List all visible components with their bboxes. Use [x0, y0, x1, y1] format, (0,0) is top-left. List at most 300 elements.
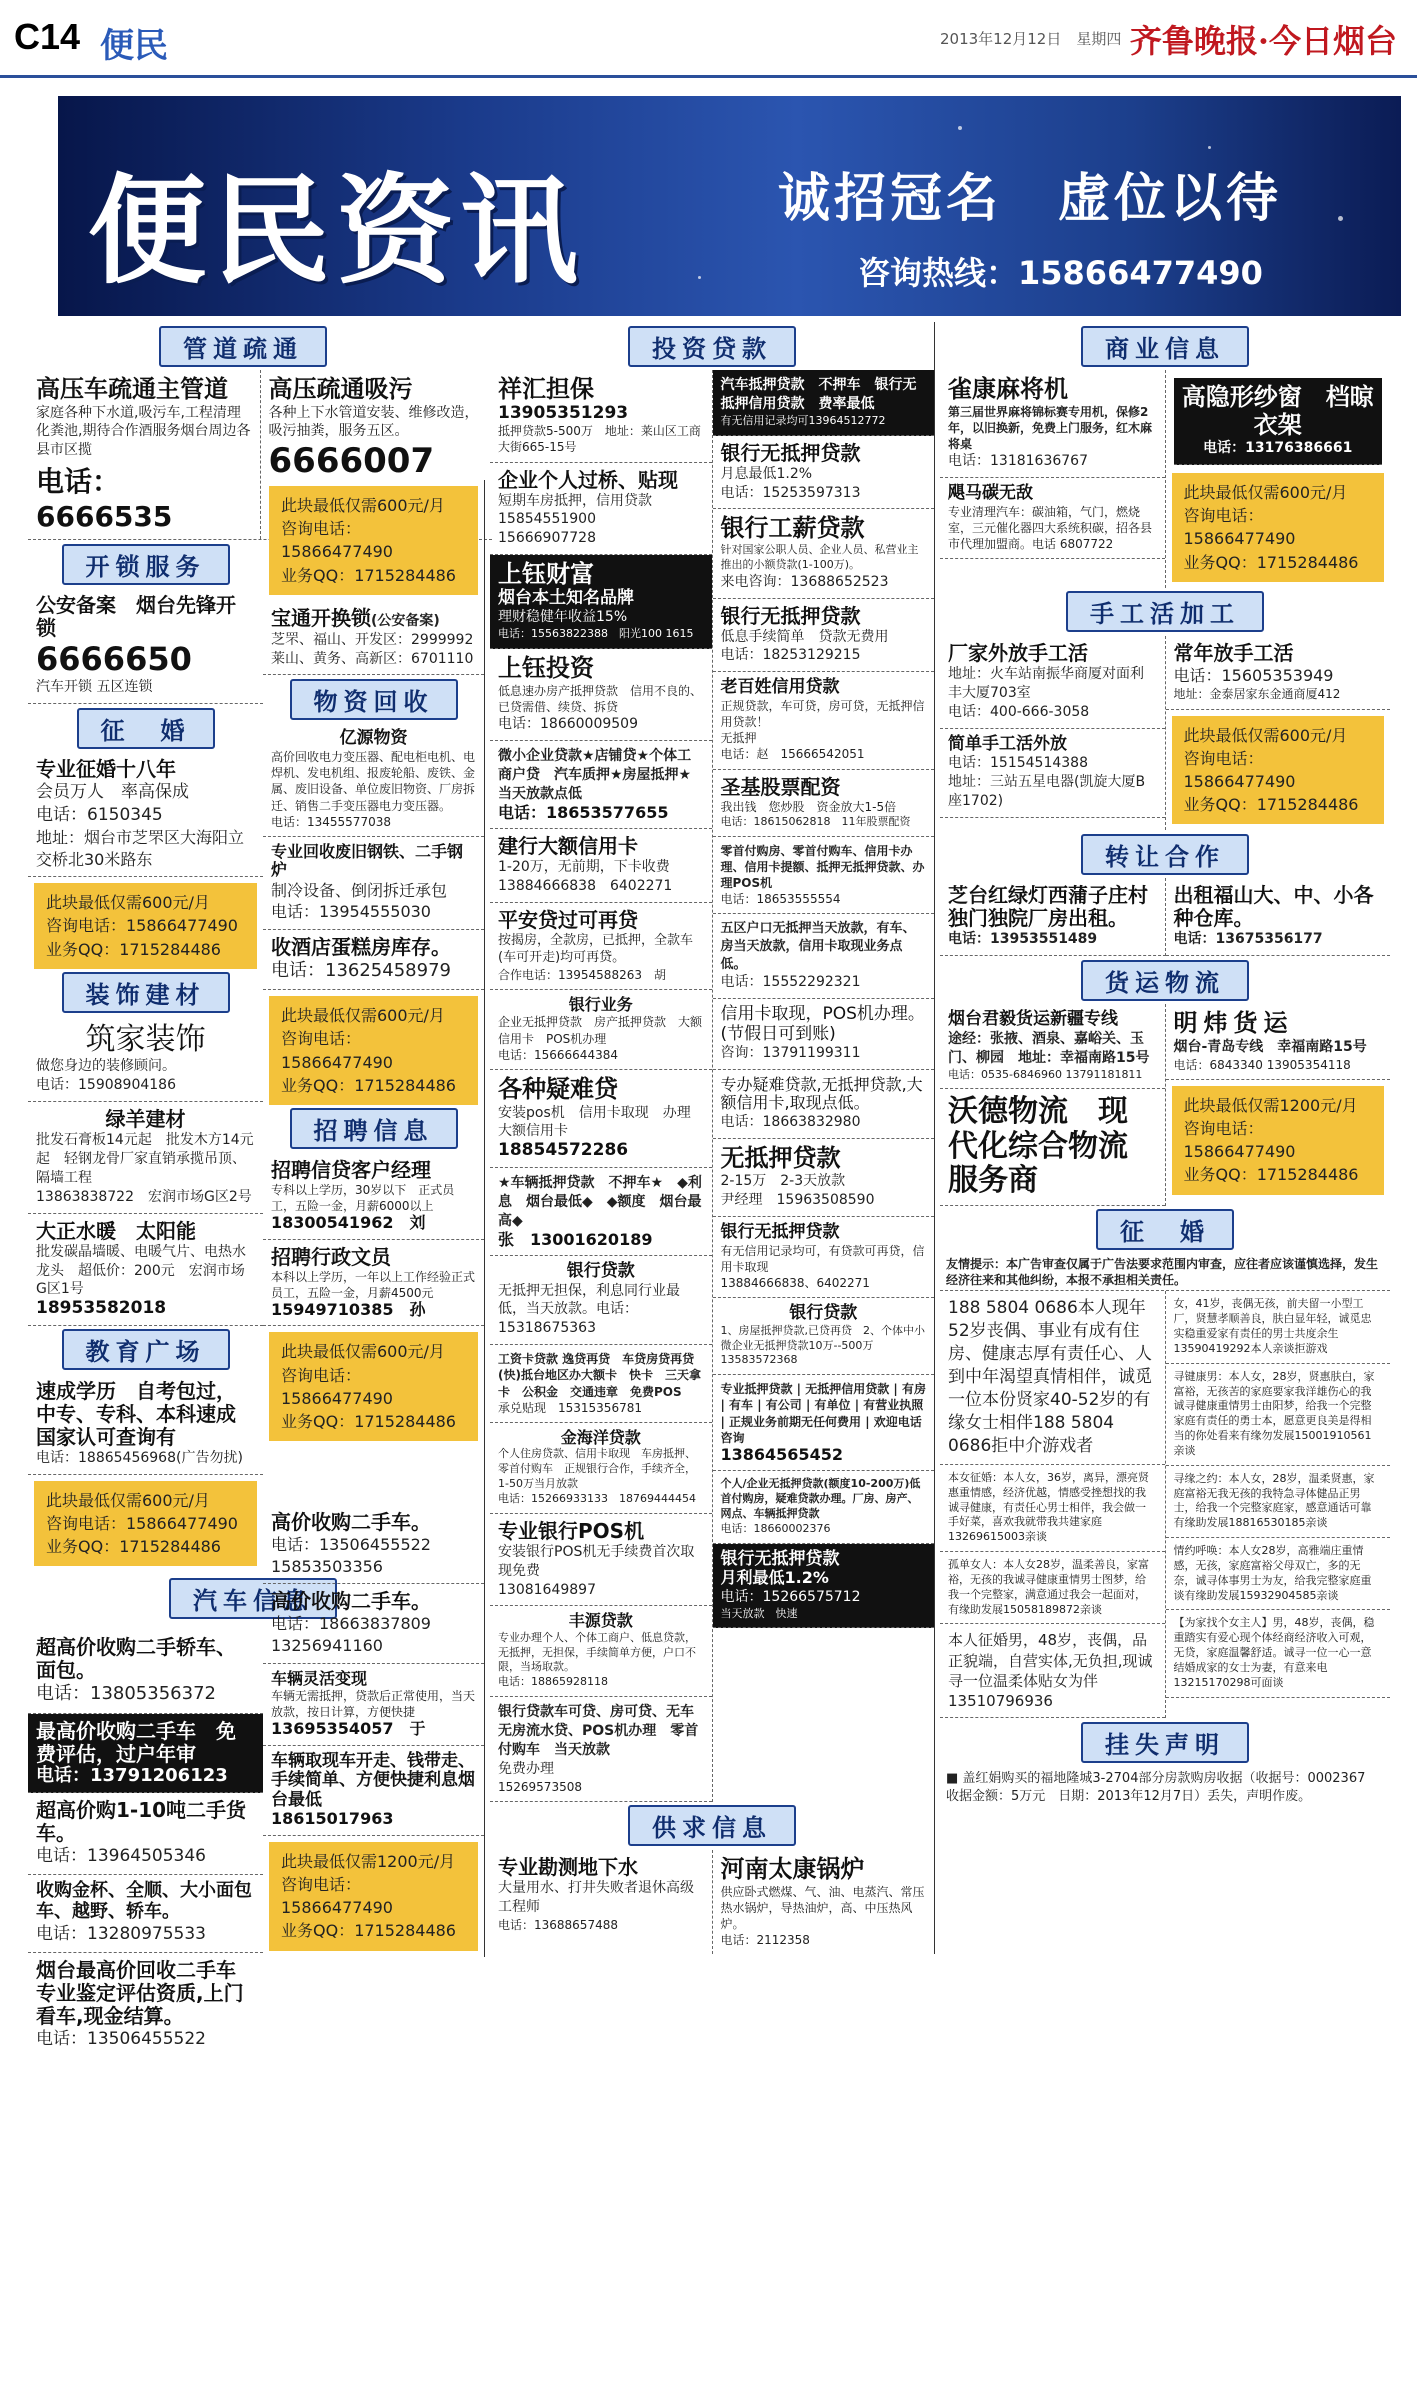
ad-text: 电话：15908904186 — [36, 1077, 176, 1094]
lost-notice: ■ 盖红娟购买的福地隆城3-2704部分房款购房收据（收据号：0002367 收据金额：5万元 日期：2013年12月7日）丢失，声明作废。 — [946, 1771, 1379, 1804]
ad-text: 无抵押贷款 — [720, 1143, 841, 1172]
personal-ad-5 — [1166, 1466, 1391, 1538]
ad-text: 月利最低1.2% — [720, 1568, 829, 1588]
ad-text: 个人住房贷款、信用卡取现 车房抵押、零首付购车 正规银行合作，手续齐全，1-50万当月放款 — [498, 1447, 696, 1491]
ad-text: 专科以上学历，30岁以下 正式员工，五险一金，月薪6000以上 — [271, 1182, 455, 1214]
section-heading: 供求信息 — [628, 1805, 796, 1846]
ad-text: 电话：400-666-3058 — [948, 703, 1090, 720]
ad-loan-17 — [490, 1070, 712, 1168]
ad-text: 电话：15266575712 — [720, 1588, 861, 1605]
ad-text: 金海洋贷款 — [560, 1427, 641, 1447]
section-heading: 教育广场 — [62, 1329, 230, 1370]
ad-subcolumn — [1166, 1291, 1391, 1718]
vacancy-line: 咨询电话：15866477490 — [1183, 748, 1296, 791]
ad-text: 本科以上学历，一年以上工作经验正式员工，五险一金，月薪4500元 — [271, 1269, 476, 1300]
ad-vacancy-box — [269, 1332, 478, 1441]
ad-car-4 — [28, 1875, 263, 1952]
ad-vacancy-box — [1172, 716, 1385, 825]
section-heading-bar — [263, 1111, 484, 1147]
ad-text: 电话：18865456968(广告勿扰) — [36, 1449, 243, 1466]
ad-loan-27 — [490, 1514, 712, 1607]
ad-job-2 — [263, 1240, 484, 1327]
ad-text: 供应卧式燃煤、气、油、电蒸汽、常压热水锅炉，导热油炉，高、中压热风炉。 — [720, 1884, 925, 1931]
section-heading: 投资贷款 — [628, 326, 796, 367]
ad-text: 最高价收购二手车 免费评估，过户年审 — [36, 1718, 236, 1766]
ad-text: 雀康麻将机 — [948, 375, 1068, 403]
ad-biz-1 — [940, 370, 1165, 478]
ad-text: 电话：18660009509 — [498, 716, 638, 733]
ad-text: 烟台-青岛专线 幸福南路15号 — [1173, 1038, 1367, 1055]
ad-loan-4 — [713, 436, 935, 510]
ad-heating — [28, 1214, 263, 1326]
ad-text: 13081649897 — [498, 1581, 596, 1598]
ad-text: 烟台最高价回收二手车专业鉴定评估资质,上门看车,现金结算。 — [36, 1957, 244, 2028]
issue-date: 2013年12月12日 星期四 — [940, 30, 1122, 48]
ad-text: 安装银行POS机无手续费首次取现免费 — [498, 1543, 695, 1579]
personal-ad-7 — [1166, 1538, 1391, 1610]
ad-text: 企业个人过桥、贴现 — [498, 467, 678, 492]
ad-text: 汽车开锁 五区连锁 — [36, 679, 153, 696]
ad-text: 祥汇担保 — [498, 375, 594, 403]
ad-subcolumn — [713, 370, 935, 1802]
ad-text: 电话：13964505346 — [36, 1846, 206, 1867]
personal-ad-4 — [940, 1465, 1165, 1552]
section-heading: 装饰建材 — [62, 972, 230, 1013]
section-heading: 征 婚 — [1096, 1209, 1234, 1250]
ad-text: 电话：13506455522 — [36, 2028, 206, 2049]
ad-text: 收酒店蛋糕房库存。 — [271, 934, 451, 959]
section-heading-bar — [970, 594, 1360, 630]
ad-building-materials — [28, 1102, 263, 1214]
ad-loan-14 — [713, 837, 935, 915]
newspaper-brand: 齐鲁晚报·今日烟台 — [1129, 22, 1397, 60]
ad-text: 安装pos机 信用卡取现 办理大额信用卡 — [498, 1104, 691, 1140]
ad-text: 收购金杯、全顺、大小面包车、越野、轿车。 — [36, 1880, 252, 1922]
star-decoration — [958, 126, 962, 130]
ad-vacancy-box — [269, 486, 478, 595]
ad-text: 高压车疏通主管道 — [36, 375, 228, 403]
ad-text: 13905351293 — [498, 402, 629, 423]
ad-text: 当天放款 快速 — [720, 1606, 798, 1620]
ad-text: 各种上下水管道安装、维修改造，吸污抽粪，服务五区。 — [268, 404, 479, 440]
vacancy-line: 业务QQ：1715284486 — [281, 565, 456, 585]
ad-text: 平安贷过可再贷 — [498, 907, 638, 932]
ad-text: 针对国家公职人员、企业人员、私营业主推出的小额贷款(1-100万)。 — [720, 543, 919, 571]
ad-text: (公安备案) — [371, 612, 440, 629]
ad-loan-11 — [490, 829, 712, 903]
ad-text: 地址：金泰居家东金通商厦412 — [1173, 687, 1341, 702]
ad-text: 电话：15253597313 — [720, 484, 861, 501]
section-heading-bar — [28, 710, 263, 746]
ad-subcolumn — [1166, 636, 1391, 831]
vacancy-line: 此块最低仅需600元/月 — [46, 1490, 210, 1510]
ad-text: 电话：15154514388 — [948, 755, 1088, 772]
section-heading-bar — [970, 1212, 1360, 1248]
ad-loan-18 — [713, 999, 935, 1070]
ad-text: 各种疑难贷 — [498, 1075, 618, 1103]
ad-text: 张 13001620189 — [498, 1229, 653, 1249]
ad-text: 正规贷款，车可贷，房可贷，无抵押信用贷款！ — [720, 698, 925, 730]
ad-text: 电话：13688657488 — [498, 1917, 618, 1932]
vacancy-line: 此块最低仅需600元/月 — [1183, 483, 1348, 503]
section-heading: 手工活加工 — [1066, 591, 1264, 632]
ad-text: 电话：15563822388 阳光100 1615 — [498, 627, 694, 641]
ad-text: 地址：烟台市芝罘区大海阳立交桥北30米路东 — [36, 828, 245, 869]
ad-text: 简单手工活外放 — [948, 733, 1067, 754]
ad-text: 高压疏通吸污 — [268, 375, 413, 403]
ad-text: 企业无抵押贷款 房产抵押贷款 大额信用卡 POS机办理 — [498, 1015, 703, 1046]
ad-subcolumn — [1166, 370, 1391, 588]
ad-text: 银行无抵押贷款 — [720, 1222, 840, 1242]
column-3 — [490, 322, 935, 1954]
ad-handwork-1 — [940, 636, 1165, 729]
ad-car-8 — [263, 1664, 484, 1746]
vacancy-line: 业务QQ：1715284486 — [281, 1412, 456, 1432]
ad-text: 沃德物流 现代化综合物流服务商 — [948, 1094, 1128, 1199]
ad-biz-2 — [1174, 378, 1383, 465]
ad-loan-30 — [713, 1471, 935, 1543]
ad-loan-5 — [490, 555, 712, 649]
ad-text: 电话：2112358 — [720, 1933, 810, 1948]
ad-text: 电话：13791206123 — [36, 1764, 228, 1786]
star-decoration — [1208, 146, 1211, 149]
vacancy-line: 业务QQ：1715284486 — [1183, 552, 1359, 572]
section-heading-bar — [970, 328, 1360, 364]
ad-text: 出租福山大、中、小各种仓库。 — [1173, 883, 1374, 931]
vacancy-line: 咨询电话：15866477490 — [46, 916, 238, 936]
section-heading-bar — [28, 546, 263, 582]
ad-text: 批发石膏板14元起 批发木方14元起 轻钢龙骨厂家直销承揽吊顶、隔墙工程 — [36, 1132, 254, 1186]
vacancy-line: 咨询电话：15866477490 — [281, 1365, 393, 1408]
marriage-notice: 友情提示：本广告审查仅属于广告法要求范围内审查，应往者应该谨慎选择，发生经济往来和其他纠纷，本报不承担相关责任。 — [940, 1254, 1390, 1291]
vacancy-line: 咨询电话：15866477490 — [281, 519, 393, 562]
ad-text: 理财稳健年收益15% — [498, 609, 628, 626]
ad-text: 寻键康男：本人女，28岁，贤惠肤白，家富裕，无孩苦的家庭要家我洋雄伤心的我诚寻健康重情男士由阳梦，给我一个完整家庭有责任的勇士本，愿意更良美是得相当的你处看来有缘勿发展15001910561亲谈 — [1173, 1369, 1375, 1457]
ad-text: 电话：18615062818 11年股票配资 — [720, 814, 911, 828]
ad-text: 专业征婚十八年 — [36, 757, 176, 782]
ad-loan-32 — [713, 1544, 935, 1629]
ad-text: 电话：18663832980 — [720, 1113, 861, 1130]
ad-supply-1 — [490, 1850, 713, 1954]
ad-text: 地址：三站五星电器(凯旋大厦B座1702) — [948, 773, 1146, 809]
ad-text: 电话：18865928118 — [498, 1675, 608, 1689]
section-heading: 转让合作 — [1081, 834, 1249, 875]
ad-vacancy-box — [34, 1481, 257, 1567]
ad-text: 高价收购二手车。 — [271, 1589, 431, 1614]
ad-text: 13583572368 — [720, 1353, 798, 1367]
ad-subcolumn — [940, 1291, 1166, 1718]
page-number: C14 — [14, 16, 81, 57]
ad-text: 会员万人 率高保成 — [36, 782, 189, 803]
ad-text: ★车辆抵押贷款 不押车★ ◆利息 烟台最低◆ ◆额度 烟台最高◆ — [498, 1174, 702, 1229]
ad-text: 电话：13625458979 — [271, 959, 451, 981]
ad-loan-31 — [490, 1697, 712, 1802]
section-heading: 商业信息 — [1081, 326, 1249, 367]
ad-car-7 — [263, 1584, 484, 1663]
vacancy-line: 咨询电话：15866477490 — [1183, 1119, 1296, 1162]
vacancy-line: 咨询电话：15866477490 — [281, 1029, 393, 1072]
ad-text: 电话：13954555030 — [271, 902, 431, 922]
ad-text: 寻缘之约：本人女，28岁，温柔贤惠，家庭富裕无我无孩的我特急寻体健品正男士，给我一个完整家庭家，感意通话可靠有缘助发展18816530185亲谈 — [1173, 1471, 1375, 1530]
ad-text: 招聘信贷客户经理 — [271, 1157, 431, 1182]
ad-text: 超高价收购二手轿车、面包。 — [36, 1635, 236, 1683]
ad-loan-3 — [490, 463, 712, 556]
ad-row — [490, 1850, 934, 1954]
star-decoration — [1338, 216, 1343, 221]
ad-text: 我出钱 您炒股 资金放大1-5倍 — [720, 799, 897, 814]
ad-recycle-2 — [263, 837, 484, 930]
banner-title: 便民资讯 — [88, 162, 585, 300]
ad-text: 尹经理 15963508590 — [720, 1192, 875, 1209]
ad-text: 电话：6150345 — [36, 805, 163, 826]
ad-text: 建行大额信用卡 — [498, 833, 638, 858]
ad-loan-21 — [490, 1256, 712, 1345]
ad-text: 圣基股票配资 — [720, 774, 841, 799]
ad-text: 电话：13280975533 — [36, 1923, 206, 1944]
ad-logistics-3 — [940, 1089, 1165, 1206]
ad-text: 丰源贷款 — [568, 1611, 633, 1631]
ad-loan-7 — [490, 649, 712, 741]
column-2 — [263, 480, 488, 1957]
ad-supply-2 — [713, 1850, 935, 1954]
ad-text: 电话：18253129215 — [720, 647, 861, 664]
ad-job-1 — [263, 1153, 484, 1240]
ad-loan-12 — [713, 770, 935, 837]
ad-row — [940, 636, 1390, 831]
ad-loan-20 — [713, 1070, 935, 1139]
vacancy-line: 业务QQ：1715284486 — [1183, 1165, 1359, 1185]
star-decoration — [698, 276, 701, 279]
ad-loan-15 — [490, 990, 712, 1070]
ad-text: 电话：13953551489 — [948, 931, 1098, 948]
ad-marriage-agency — [28, 752, 263, 877]
ad-text: 专业银行POS机 — [498, 1518, 645, 1543]
ad-subcolumn — [1166, 1004, 1391, 1206]
ad-text: 制冷设备、倒闭拆迁承包 — [271, 880, 448, 900]
ad-text: 电话：6666535 — [36, 465, 173, 534]
ad-text: 五区户口无抵押当天放款，有车、房当天放款，信用卡取现业务点低。 — [720, 921, 916, 972]
ad-vacancy-box — [1172, 473, 1385, 582]
ad-vacancy-box — [34, 883, 257, 969]
ad-text: 厂家外放手工活 — [948, 640, 1088, 665]
ad-text: 抵押贷款5-500万 地址：莱山区工商大街665-15号 — [498, 424, 701, 455]
vacancy-line: 咨询电话：15866477490 — [1183, 506, 1296, 549]
ad-text: 零首付购房、零首付购车、信用卡办理、信用卡提额、抵押无抵押贷款、办理POS机 — [720, 843, 925, 891]
ad-text: 15949710385 孙 — [271, 1300, 426, 1320]
ad-text: 明炜货运 — [1173, 1009, 1294, 1038]
ad-handwork-2 — [1166, 636, 1391, 710]
vacancy-line: 此块最低仅需600元/月 — [281, 1342, 445, 1362]
section-heading: 物资回收 — [290, 679, 458, 720]
personal-ad-9 — [1166, 1610, 1391, 1697]
ad-text: 批发碳晶墙暖、电暖气片、电热水龙头 超低价：200元 宏润市场G区1号 — [36, 1243, 246, 1298]
ad-text: 6666650 — [36, 640, 192, 679]
ad-text: 银行无抵押贷款 — [720, 603, 861, 628]
ad-text: 烟台本土知名品牌 — [498, 587, 634, 608]
ad-text: 专业办理个人、个体工商户、低息贷款，无抵押，无担保，手续简单方便，户口不限，当场取款。 — [498, 1630, 696, 1674]
vacancy-line: 此块最低仅需600元/月 — [46, 893, 210, 913]
ad-text: 情约呼唤：本人女28岁，高雅端庄重情感，无孩，家庭富裕父母双亡，多的无奈，诚寻体事男士为友，给我完整家庭重谈有缘助发展15932904585亲谈 — [1173, 1544, 1372, 1602]
ad-loan-9 — [490, 741, 712, 829]
ad-text: 1-20万，无前期，下卡收费 — [498, 858, 670, 875]
ad-loan-29 — [490, 1606, 712, 1697]
ad-text: 合作电话：13954588263 胡 — [498, 967, 666, 982]
ad-text: 地址：火车站南振华商厦对面利丰大厦703室 — [948, 665, 1144, 701]
ad-text: 女，41岁，丧偶无孩，前夫留一小型工厂，贤慧孝顺善良，肤白显年轻，诚觅忠实稳重爱家有责任的男士共度余生13590419292本人亲谈拒游戏 — [1173, 1297, 1372, 1355]
section-heading: 征 婚 — [77, 708, 215, 749]
ad-text: 大量用水、打井失败者退休高级工程师 — [498, 1879, 694, 1915]
ad-text: 银行无抵押贷款 — [720, 440, 861, 465]
ad-text: 13695354057 于 — [271, 1719, 426, 1739]
ad-text: 13884666838、6402271 — [720, 1275, 870, 1290]
ad-text: 高价回收电力变压器、配电柜电机、电焊机、发电机组、报废轮船、废铁、金属、废旧设备、单位废旧物资、厂房拆迁、销售二手变压器电力变压器。 — [271, 749, 476, 813]
ad-row — [940, 1004, 1390, 1206]
ad-text: 电话：15552292321 — [720, 974, 861, 991]
ad-text: 芝台红绿灯西蒲子庄村独门独院厂房出租。 — [948, 883, 1148, 931]
ad-text: 银行工薪贷款 — [720, 514, 865, 543]
ad-text: 1、房屋抵押贷款,已贷再贷 2、个体中小微企业无抵押贷款10万--500万 — [720, 1323, 925, 1352]
ad-text: 专业抵押贷款 | 无抵押信用贷款 | 有房 | 有车 | 有公司 | 有单位 | 有营业执照 | 正规业务前期无任何费用 | 欢迎电话咨询 — [720, 1382, 926, 1445]
ad-text: 飓马碳无敌 — [948, 483, 1033, 504]
section-heading-bar — [520, 328, 904, 364]
ad-text: 常年放手工活 — [1173, 640, 1294, 665]
ad-text: 电话：6843340 13905354118 — [1173, 1057, 1351, 1072]
ad-car-5 — [28, 1953, 263, 2057]
ad-text: 电话：18653555554 — [720, 892, 841, 907]
ad-text: 13864565452 — [720, 1444, 843, 1464]
ad-text: 13863838722 宏润市场G区2号 — [36, 1188, 252, 1205]
ad-subcolumn — [940, 370, 1166, 588]
ad-loan-10 — [713, 672, 935, 769]
ad-handwork-3 — [940, 729, 1165, 818]
section-heading: 招聘信息 — [290, 1108, 458, 1149]
ad-text: 电话：13675356177 — [1173, 931, 1323, 948]
vacancy-line: 此块最低仅需1200元/月 — [1183, 1095, 1358, 1115]
ad-text: 来电咨询：13688652523 — [720, 573, 889, 590]
ad-text: 银行贷款车可贷、房可贷、无车无房流水贷、POS机办理 零首付购车 当天放款 — [498, 1704, 699, 1758]
ad-text: 高价收购二手车。 — [271, 1510, 431, 1535]
ad-text: 电话：13805356372 — [36, 1683, 216, 1705]
vacancy-line: 此块最低仅需600元/月 — [1183, 725, 1348, 745]
ad-text: 电话：13176386661 — [1203, 440, 1353, 457]
personal-ad-8 — [940, 1624, 1165, 1718]
ad-sewer-1 — [28, 370, 261, 539]
ad-text: 专业清理汽车：碳油箱，气门，燃烧室，三元催化器四大系统积碳，招各县市代理加盟商。电话 6807722 — [948, 504, 1153, 551]
ad-text: 电话：赵 15666542051 — [720, 747, 865, 762]
ad-loan-2 — [713, 370, 935, 436]
ad-text: 车辆无需抵押，贷款后正常使用，当天放款，按日计算，方便快捷 — [271, 1688, 476, 1720]
ad-text: 有无信用记录均可，有贷款可再贷，信用卡取现 — [720, 1243, 925, 1274]
ad-biz-3 — [940, 478, 1165, 559]
vacancy-line: 此块最低仅需1200元/月 — [281, 1851, 456, 1871]
ad-text: 15854551900 15666907728 — [498, 511, 610, 547]
ad-text: 电话：0535-6846960 13791181811 — [948, 1067, 1143, 1081]
ad-text: 信用卡取现，POS机办理。(节假日可到账) — [720, 1003, 925, 1044]
ad-text: 超高价购1-10吨二手货车。 — [36, 1798, 247, 1846]
vacancy-line: 业务QQ：1715284486 — [46, 939, 221, 959]
ad-car-2 — [28, 1714, 263, 1794]
section-heading-bar — [970, 1724, 1360, 1760]
ad-text: 孤单女人：本人女28岁，温柔善良，家富裕，无孩的我诚寻健康重情男士图梦，给我一个完整家，满意通过我会一起面对，有缘助发展15058189872亲谈 — [948, 1558, 1149, 1616]
ad-car-3 — [28, 1793, 263, 1875]
vacancy-line: 此块最低仅需600元/月 — [281, 1006, 445, 1026]
vacancy-line: 业务QQ：1715284486 — [1183, 795, 1359, 815]
ad-text: 上钰财富 — [498, 560, 594, 589]
ad-text: 高隐形纱窗 档晾衣架 — [1181, 383, 1374, 439]
section-heading: 汽车信息 — [169, 1578, 337, 1619]
ad-subcolumn — [940, 1004, 1166, 1206]
ad-text: 途经：张掖、酒泉、嘉峪关、玉门、柳园 地址：幸福南路15号 — [948, 1030, 1150, 1066]
section-heading-bar — [970, 962, 1360, 998]
vacancy-line: 咨询电话：15866477490 — [46, 1513, 238, 1533]
ad-vacancy-box — [1172, 1086, 1385, 1195]
ad-text: 电话：13181636767 — [948, 453, 1088, 470]
ad-text: 大正水暖 太阳能 — [36, 1218, 196, 1243]
ad-text: 按揭房，全款房，已抵押，全款车(车可开走)均可再贷。 — [498, 932, 694, 966]
ad-text: 18953582018 — [36, 1298, 167, 1319]
ad-text: 月息最低1.2% — [720, 465, 813, 482]
ad-text: 专业回收废旧钢铁、二手钢炉 — [271, 841, 464, 880]
section-heading-bar — [18, 328, 468, 364]
ad-loan-25 — [490, 1423, 712, 1514]
ad-text: 车辆取现车开走、钱带走、手续简单、方便快捷利息烟台最低 — [271, 1750, 475, 1810]
ad-recycle-3 — [263, 930, 484, 990]
ad-text: 家庭各种下水道,吸污车,工程清理化粪池,期待合作酒服务烟台周边各县市区揽 — [36, 404, 251, 459]
section-heading: 挂失声明 — [1081, 1722, 1249, 1763]
ad-text: 13884666838 6402271 — [498, 877, 673, 894]
ad-text: 汽车抵押贷款 不押车 银行无抵押信用贷款 费率最低 — [720, 377, 917, 412]
ad-text: 烟台先锋开锁 — [36, 593, 236, 641]
ad-loan-24 — [713, 1217, 935, 1298]
ad-row — [940, 370, 1390, 588]
ad-locksmith — [28, 588, 263, 704]
ad-text: 188 5804 0686本人现年52岁丧偶、事业有成有住房、健康志厚有责任心、人到中年渴望真情相伴，诚觅一位本份贤家40-52岁的有缘女士相伴188 5804 0686拒中介游戏者 — [948, 1298, 1152, 1456]
vacancy-line: 咨询电话：15866477490 — [281, 1874, 393, 1918]
vacancy-line: 业务QQ：1715284486 — [281, 1075, 456, 1095]
ad-text: 亿源物资 — [339, 728, 408, 749]
section-heading: 开锁服务 — [62, 544, 230, 585]
ad-text: 个人/企业无抵押贷款(额度10-200万)低首付购房，疑难贷款办理。厂房、房产、网点、车辆抵押贷款 — [720, 1477, 921, 1521]
ad-text: 无抵押 — [720, 731, 757, 746]
ad-text: 银行业务 — [568, 995, 633, 1015]
vacancy-line: 业务QQ：1715284486 — [281, 1921, 456, 1941]
ad-text: 芝罘、福山、开发区：2999992 莱山、黄务、高新区：6701110 — [271, 631, 488, 667]
ad-text: 工资卡贷款 逸贷再贷 车贷房贷再贷(快)抵台地区办大额卡 快卡 三天拿卡 公积金 交通违章 免费POS — [498, 1352, 701, 1399]
ad-car-6 — [263, 1505, 484, 1584]
column-4 — [940, 322, 1390, 1810]
ad-car-9 — [263, 1746, 484, 1836]
ad-text: 有无信用记录均可13964512772 — [720, 413, 886, 427]
ad-text: 6666007 — [268, 441, 435, 482]
personal-ad-1 — [940, 1291, 1165, 1465]
ad-text: 银行贷款 — [566, 1260, 635, 1281]
ad-text: 电话：18663837809 13256941160 — [271, 1614, 447, 1655]
ad-loan-8 — [713, 599, 935, 673]
ad-loan-6 — [713, 509, 935, 598]
ad-text: 第三届世界麻将锦标赛专用机，保修2年，以旧换新，免费上门服务，红木麻将桌 — [948, 404, 1153, 451]
ad-vacancy-box — [269, 1842, 478, 1951]
ad-text: 18300541962 刘 — [271, 1213, 426, 1233]
ad-vacancy-box — [269, 996, 478, 1105]
personal-ad-6 — [940, 1552, 1165, 1624]
ad-row — [940, 1291, 1390, 1718]
ad-text: 电话：15266933133 18769444454 — [498, 1491, 696, 1505]
ad-logistics-1 — [940, 1004, 1165, 1089]
ad-subcolumn — [940, 636, 1166, 831]
section-heading-bar — [263, 681, 484, 717]
ad-loan-1 — [490, 370, 712, 463]
ad-text: 速成学历 自考包过，中专、专科、本科速成国家认可查询有 — [36, 1378, 236, 1449]
